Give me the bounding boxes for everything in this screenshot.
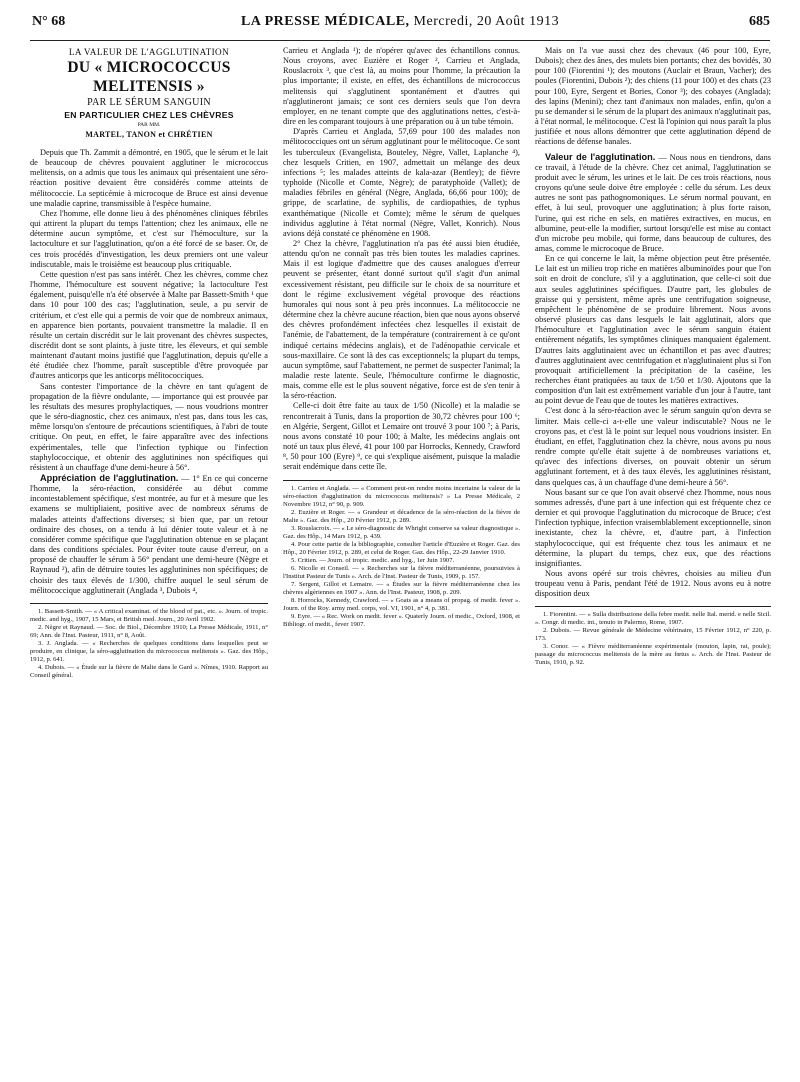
- issue-date: Mercredi, 20 Août 1913: [413, 14, 560, 29]
- paragraph: En ce qui concerne le lait, la même objection peut être présentée. Le lait est un milieu trop riche en matières albuminoïdes pour que l'on soit en droit de conclure, s'il y a agglutination, que celle-ci soit due aux seules agglutinines spécifiques. D'autre part, les globules de graisse qui y persistent, même après une centrifugation soigneuse, empêchent le phénomène de se produire librement. Nous avons observé plusieurs cas dans lesquels le lait agglutinait, alors que l'hémoculture et l'agglutination avec le sérum sanguin étaient entièrement négatifs, les symptômes cliniques manquaient également. D'autres laits agglutinaient avec un échantillon et pas avec d'autres; d'autres agglutinaient avec centrifugation et n'agglutinaient plus si l'on provoquait artificiellement la précipitation de la caséine, les recherches étant pratiquées au taux de 1/50 et 1/30. Ajoutons que la composition d'un lait est extrêmement variable d'un jour à l'autre, tant au point devue de l'eau que de toutes les matières extractives.: [535, 254, 771, 406]
- running-header: [30, 14, 770, 34]
- footnote-separator: [30, 603, 268, 604]
- page-number: 685: [749, 14, 770, 29]
- journal-name: LA PRESSE MÉDICALE,: [240, 14, 410, 29]
- column-1: [30, 46, 268, 680]
- footnote: 1. Bassett-Smith. — « A critical examinat. of the blood of pat., etc. ». Journ. of tropic. medic. and hyg., 1907, 15 Mars, et British med. Journ., 20 Avril 1902.: [30, 607, 268, 623]
- article-title-line-2: DU « MICROCOCCUS MELITENSIS »: [67, 59, 231, 95]
- paragraph: 2° Chez la chèvre, l'agglutination n'a pas été aussi bien étudiée, attendu qu'on ne connaît pas très bien toutes les maladies caprines. Mais il est logique d'admettre que des causes analogues d'erreur peuvent se présenter, étant donné surtout qu'il s'agit d'un animal excessivement résistant, peu difficile sur le choix de sa nourriture et dont le régime exclusivement végétal provoque des réactions humorales qui nous sont à peu près inconnues. La mélitococcie ne détermine chez la chèvre aucune réaction, bien que nous ayons observé des chèvres profondément infectées chez lesquelles il existait de l'anémie, de l'abattement, de la température (contrairement à ce qu'ont indiqué certains médecins anglais), et de l'adénopathie cervicale et sous-maxillaire. Ce sont là des cas exceptionnels; la plupart du temps, aucun symptôme, sauf l'abattement, ne permet de suspecter l'animal; la maladie reste latente. Seule, l'hémoculture confirme le diagnostic, mais, comme elle est le plus souvent négative, force est de s'en tenir à la séro-réaction.: [283, 238, 520, 401]
- paragraph: Nous avons opéré sur trois chèvres, choisies au milieu d'un troupeau venu à Paris, pendant l'été de 1912. Nous avons eu à notre disposition deux: [535, 568, 771, 599]
- footnote: 7. Sergent, Gillot et Lemaire. — « Études sur la fièvre méditerranéenne chez les chèvres algériennes en 1907 ». Ann. de l'Inst. Pasteur, 1908, p. 209.: [283, 580, 520, 596]
- article-subtitle: EN PARTICULIER CHEZ LES CHÈVRES: [64, 110, 234, 120]
- paragraph: C'est donc à la séro-réaction avec le sérum sanguin qu'on devra se limiter. Mais celle-ci a-t-elle une valeur indiscutable? Nous ne le croyons pas, et c'est là le point sur lequel nous voudrions insister. En étudiant, en effet, l'agglutination chez la chèvre, nous avons pu nous rendre compte qu'elle était sujette à de nombreuses variations et, qu'avec des infections diverses, on pouvait obtenir un sérum agglutinant fortement, et à des taux élevés, les agglutinines résistant, dans quelques cas, à un chauffage d'une demi-heure à 56°.: [535, 406, 771, 487]
- section-text: — Nous nous en tiendrons, dans ce travail, à l'étude de la chèvre. Chez cet animal, l'agglutination se produit avec le sérum, les urines et le lait. De ces trois réactions, nous croyons qu'une seule doive être employée : celle du sérum. Les deux autres ne sont pas pathognomoniques. Le sérum normal pouvant, en effet, à lui seul, provoquer une agglutination; à plus forte raison, l'urine, qui est riche en sels, en matières extractives, en mucus, en albumine, peut-elle la modifier, surtout lorsqu'elle est mise au contact d'un microbe peu mobile, qui forme, dans beaucoup de cultures, des amas, comme le microcoque de Bruce.: [535, 152, 771, 253]
- paragraph: Depuis que Th. Zammit a démontré, en 1905, que le sérum et le lait de beaucoup de chèvres pouvaient agglutiner le micrococcus melitensis, on a admis que tous les animaux qui présentaient une séro-réaction positive devaient être considérés comme atteints de mélitococcie. La septicémie à microcoque de Bruce est ainsi devenue une maladie caprine, transmissible à l'espèce humaine.: [30, 148, 268, 208]
- paragraph: Sans contester l'importance de la chèvre en tant qu'agent de propagation de la fièvre ondulante, — importance qui est prouvée par les résultats des mesures prophylactiques, — nous voudrions montrer que le séro-diagnostic, chez ces animaux, n'est pas, dans tous les cas, même lorsqu'on s'entoure de précautions scientifiques, à l'abri de toute critique. On peut, en effet, le faire apparaître avec des infections expérimentales, telle que l'infection typhique ou l'infection staphylococcique, et obtenir des agglutinines non spécifiques qui résistent à un chauffage d'une demi-heure à 56°.: [30, 381, 268, 472]
- footnote: 9. Eyre. — « Rec. Work on medit. fever ». Quaterly Journ. of medic., Oxford, 1908, et Bibliogr. of medit., fever 1907.: [283, 612, 520, 628]
- footnote: 4. Dubois. — « Étude sur la fièvre de Malte dans le Gard ». Nîmes, 1910. Rapport au Conseil général.: [30, 663, 268, 679]
- article-title-block: [30, 46, 268, 140]
- footnote-separator: [535, 606, 771, 607]
- section-text: — 1° En ce qui concerne l'homme, la séro-réaction, considérée au début comme incontestablement spécifique, s'est montrée, au fur et à mesure que les examens se multipliaient, positive avec de nombreux sérums de malades atteints d'affections diverses; si bien que, par un retour ordinaire des choses, on a tendu à lui dénier toute valeur et à ne considérer comme spécifique que l'agglutination obtenue en se plaçant dans des conditions spéciales. Pour éviter toute cause d'erreur, on a proposé de chauffer le sérum à 56° pendant une demi-heure (Nègre et Raynaud ²), afin de détruire toutes les agglutinines non spécifiques; de choisir des taux élevés de 1/300, chiffre auquel le seul sérum de mélitococcique agglutinerait (Anglada ³, Dubois ⁴,: [30, 474, 268, 595]
- issue-number: N° 68: [32, 14, 66, 29]
- footnote: 3. J. Anglada. — « Recherches de quelques conditions dans lesquelles peut se produire, en clinique, la séro-agglutination du micrococcus melitensis ». Gaz. des Hôp., 1912, p. 641.: [30, 639, 268, 663]
- section-heading: Valeur de l'agglutination.: [545, 151, 656, 162]
- column-3: [535, 46, 771, 667]
- column-2: [283, 46, 520, 629]
- footnote: 5. Critien. — Journ. of tropic. medic. and hyg., 1er Juin 1907.: [291, 556, 455, 564]
- paragraph: Mais on l'a vue aussi chez des chevaux (46 pour 100, Eyre, Dubois); chez des ânes, des mulets bien portants; chez des bovidés, 30 pour 100 (Fiorentini ¹); des moutons (Auclair et Braun, Vacher); des poules (Fiorentini, Dubois ²); des chiens (11 pour 100) et des chats (23 pour 100, Eyre, Sergent et Bories, Conor ³); des cobayes (Anglada); des lapins (Menini); chez tant d'animaux non malades, enfin, qu'on a pu se demander si le sérum de la plupart des animaux n'agglutinait pas, à l'état normal, le mélitocoque. C'est là l'opinion qui nous paraît la plus justifiée et nous allons démontrer que cette agglutination dépend de réactions de défense banales.: [535, 46, 771, 147]
- paragraph: Nous basant sur ce que l'on avait observé chez l'homme, nous nous sommes adressés, d'une part à une infection qui est fréquente chez ce dernier et qui provoque l'agglutination du microcoque de Bruce; c'est l'infection typhique, infection vraisemblablement exceptionnelle, sinon inexistante, chez la chèvre, et, d'autre part, à l'infection staphylococcique, qui est fréquente chez tous les animaux et ne détermine, la plupart du temps, chez eux, que des réactions insignifiantes.: [535, 487, 771, 568]
- paragraph: Carrieu et Anglada ¹); de n'opérer qu'avec des échantillons connus. Nous croyons, avec Euzière et Roger ², Carrieu et Anglada, Rouslacroix ³, que c'est là, au moins pour l'homme, la précaution la plus importante; il existe, en effet, des échantillons de micrococcus melitensis qui s'agglutinent spontanément et d'autres qui n'agglutineront jamais; ce sont ces derniers seuls que l'on devra employer, en ne tenant compte que des agglutinations nettes, c'est-à-dire en les comparant toujours à une préparation ou à un tube témoin.: [283, 46, 520, 127]
- footnotes: [535, 611, 771, 667]
- paragraph: Celle-ci doit être faite au taux de 1/50 (Nicolle) et la maladie se rencontrerait à Tunis, dans la proportion de 30,72 chèvres pour 100 ⁶; en Algérie, Sergent, Gillot et Lemaire ont trouvé 3 pour 100 ⁷; à Paris, nous avons constaté 10 pour 100; à Malte, les médecins anglais ont noté un taux plus élevé, 41 pour 100 par Horrocks, Kennedy, Crawford ⁸, 50 pour 100 (Eyre) ⁹, ce qui s'explique aisément, puisque la maladie serait endémique dans cette île.: [283, 401, 520, 472]
- footnote: 4. Pour cette partie de la bibliographie, consulter l'article d'Euzière et Roger. Gaz. des Hôp., 20 Février 1912, p. 289, et celui de Roger. Gaz. des Hôp., 22-29 Janvier 1910.: [283, 540, 520, 556]
- footnotes: [283, 485, 520, 629]
- footnote-separator: [283, 480, 520, 481]
- section-paragraph: [535, 152, 771, 255]
- paragraph: Cette question n'est pas sans intérêt. Chez les chèvres, comme chez l'homme, l'hémoculture est souvent négative; la lactoculture l'est également, puisqu'elle n'a été observée à Malte par Bassett-Smith ¹ que dans 10 pour 100 des cas; l'agglutination, seule, a pu servir de critérium, et c'est elle qui a permis de voir que de nombreux animaux, en apparence bien portants, pouvaient transmettre la maladie. Il en résulte un certain discrédit sur le lait provenant des chèvres suspectes, discrédit dont se sont plaints, à juste titre, les éleveurs, et qui semble maintenant d'autant moins justifié que l'agglutination, depuis qu'elle a été étudiée chez l'homme, paraît susceptible d'être provoquée par d'autres anticorps que les anticorps mélitococciques.: [30, 269, 268, 381]
- footnote: 3. Conor. — « Fièvre méditerranéenne expérimentale (mouton, lapin, rat, poule); passage du micrococcus melitensis de la mère au fœtus ». Arch. de l'Inst. Pasteur de Tunis, 1910, p. 92.: [535, 643, 771, 667]
- article-title-line-3: PAR LE SÉRUM SANGUIN: [87, 97, 211, 108]
- paragraph: D'après Carrieu et Anglada, 57,69 pour 100 des malades non mélitococciques ont un sérum agglutinant pour le mélitocoque. Ce sont les tuberculeux (Evangelista, Bouteley, Nègre, Vallet, Laplanche ⁴), chez lesquels Critien, en 1907, admettait un mélange des deux infections ⁵; les malades atteints de kala-azar (Bentley); de fièvre typhoïde (Nicolle et Comte, Nègre); de paratyphoïde (Vallet); de maladies fébriles en général (Nègre, Anglada, 66,66 pour 100); de grippe, de scarlatine, de syphilis, de cardiopathies, de typhus exanthématique (Nicolle et Comte); même le sérum de quelques individus agglutine à l'état normal (Nègre, Vallet, Konrich). Nous avions déjà constaté ce phénomène en 1908.: [283, 127, 520, 238]
- footnote: 1. Carrieu et Anglada. — « Comment peut-on rendre moins incertaine la valeur de la séro-réaction d'agglutination du micrococcus melitensis? » La Presse Médicale, 2 Novembre 1912, n° 90, p. 909.: [283, 484, 520, 508]
- paragraph: Chez l'homme, elle donne lieu à des phénomènes cliniques fébriles qui attirent la plupart du temps l'attention; chez les animaux, elle ne détermine aucun symptôme, et c'est sur l'hémoculture, sur la lactoculture et sur l'agglutination, qu'on a été forcé de se baser. Or, de ces trois procédés d'investigation, les deux premiers ont une valeur indiscutable, mais le troisième est beaucoup plus critiquable.: [30, 208, 268, 269]
- section-paragraph: [30, 473, 268, 596]
- footnote: 3. Rouslacroix. — « Le séro-diagnostic de Whright conserve sa valeur diagnostique ». Gaz. des Hôp., 14 Mars 1912, p. 439.: [283, 524, 520, 540]
- journal-line: [30, 14, 770, 30]
- byline-prefix: PAR MM.: [137, 122, 161, 128]
- footnote: 1. Fiorentini. — « Sulla distribuzione della febre medit. nelle Ital. merid. e nelle Sicil. ». Congr. di medic. int., tenuto in Palermo, Rome, 1907.: [535, 611, 771, 627]
- footnotes: [30, 608, 268, 680]
- footnote: 6. Nicolle et Conseil. — « Recherches sur la fièvre méditerranéenne, poursuivies à l'Institut Pasteur de Tunis ». Arch. de l'Inst. Pasteur de Tunis, 1909, p. 157.: [283, 564, 520, 580]
- header-rule: [30, 40, 770, 41]
- authors: MARTEL, TANON et CHRÉTIEN: [85, 130, 213, 139]
- footnote: 8. Horrocks, Kennedy, Crawford. — « Goats as a means of propag. of medit. fever ». Journ. of the Roy. army med. corps, vol. VI, 1901, n° 4, p. 381.: [283, 596, 520, 612]
- section-heading: Appréciation de l'agglutination.: [40, 473, 179, 483]
- footnote: 2. Nègre et Raynaud. — Soc. de Biol., Décembre 1910; La Presse Médicale, 1911, n° 69; Ann. de l'Inst. Pasteur, 1911, n° 8, Août.: [30, 623, 268, 639]
- footnote: 2. Euzière et Roger. — « Grandeur et décadence de la séro-réaction de la fièvre de Malte ». Gaz. des Hôp., 20 Février 1912, p. 289.: [283, 508, 520, 524]
- article-title-line-1: LA VALEUR DE L'AGGLUTINATION: [68, 47, 230, 57]
- footnote: 2. Dubois. — Revue générale de Médecine vétérinaire, 15 Février 1912, n° 220, p. 173.: [535, 627, 771, 643]
